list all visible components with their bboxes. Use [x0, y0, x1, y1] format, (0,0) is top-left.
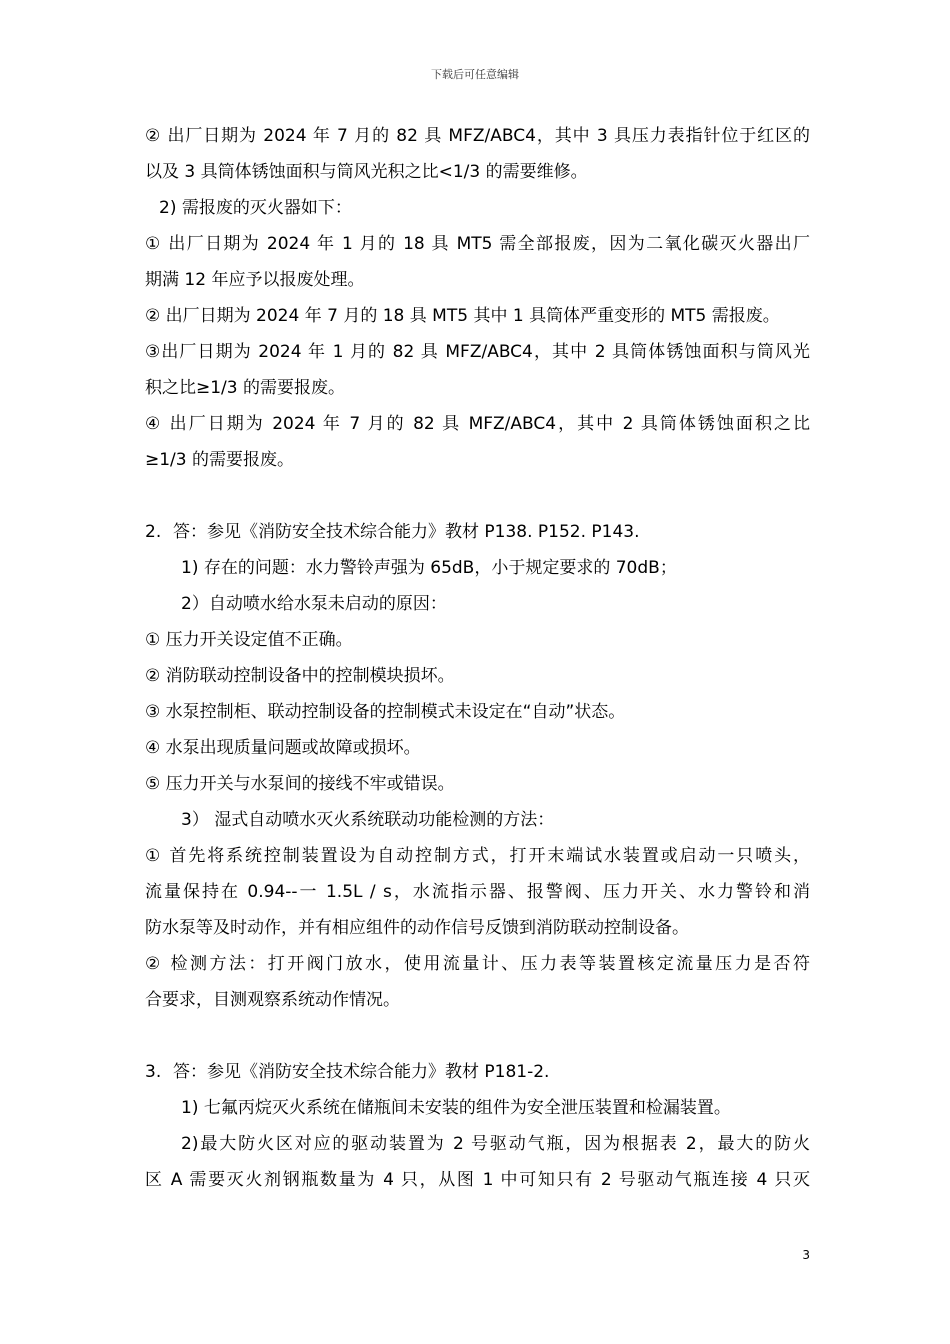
- paragraph-line: 期满 12 年应予以报废处理。: [145, 270, 365, 290]
- paragraph-line: ⑤ 压力开关与水泵间的接线不牢或错误。: [145, 774, 455, 794]
- paragraph-line: ≥1/3 的需要报废。: [145, 450, 295, 470]
- paragraph-line: 2) 需报废的灭火器如下：: [159, 198, 352, 218]
- paragraph-line: ① 出厂日期为 2024 年 1 月的 18 具 MT5 需全部报废，因为二氧化碳灭火器出厂: [145, 234, 810, 254]
- paragraph-line: 防水泵等及时动作，并有相应组件的动作信号反馈到消防联动控制设备。: [145, 918, 689, 938]
- paragraph-line: ④ 水泵出现质量问题或故障或损坏。: [145, 738, 421, 758]
- section-heading: [145, 1054, 810, 1090]
- spacer: [145, 1018, 810, 1054]
- section-number: 2.: [145, 522, 162, 542]
- paragraph-line: 2)最大防火区对应的驱动装置为 2 号驱动气瓶，因为根据表 2，最大的防火: [181, 1134, 810, 1154]
- paragraph-line: 区 A 需要灭火剂钢瓶数量为 4 只，从图 1 中可知只有 2 号驱动气瓶连接 4 只灭: [145, 1170, 810, 1190]
- section-title: 答：参见《消防安全技术综合能力》教材 P181-2.: [173, 1062, 550, 1082]
- paragraph-line: 以及 3 具筒体锈蚀面积与筒风光积之比<1/3 的需要维修。: [145, 162, 588, 182]
- paragraph-line: ② 消防联动控制设备中的控制模块损坏。: [145, 666, 455, 686]
- paragraph-line: 1) 存在的问题：水力警铃声强为 65dB，小于规定要求的 70dB；: [181, 558, 677, 578]
- page-number: 3: [802, 1248, 810, 1262]
- paragraph-line: 2）自动喷水给水泵未启动的原因：: [181, 594, 447, 614]
- paragraph-line: ② 出厂日期为 2024 年 7 月的 18 具 MT5 其中 1 具筒体严重变形的 MT5 需报废。: [145, 306, 780, 326]
- page-header: 下载后可任意编辑: [431, 68, 519, 81]
- paragraph-line: ③出厂日期为 2024 年 1 月的 82 具 MFZ/ABC4，其中 2 具筒体锈蚀面积与筒风光: [145, 342, 810, 362]
- paragraph-line: 1) 七氟丙烷灭火系统在储瓶间未安装的组件为安全泄压装置和检漏装置。: [181, 1098, 731, 1118]
- section-number: 3.: [145, 1062, 162, 1082]
- spacer: [145, 478, 810, 514]
- paragraph-line: ② 检测方法：打开阀门放水，使用流量计、压力表等装置核定流量压力是否符: [145, 954, 810, 974]
- section-title: 答：参见《消防安全技术综合能力》教材 P138. P152. P143.: [173, 522, 640, 542]
- paragraph-line: 3） 湿式自动喷水灭火系统联动功能检测的方法：: [181, 810, 555, 830]
- paragraph-line: 合要求，目测观察系统动作情况。: [145, 990, 400, 1010]
- document-body: [145, 118, 810, 1198]
- paragraph-line: ① 首先将系统控制装置设为自动控制方式，打开末端试水装置或启动一只喷头，: [145, 846, 810, 866]
- paragraph-line: ③ 水泵控制柜、联动控制设备的控制模式未设定在“自动”状态。: [145, 702, 626, 722]
- section-heading: [145, 514, 810, 550]
- paragraph-line: 流量保持在 0.94--一 1.5L / s，水流指示器、报警阀、压力开关、水力警铃和消: [145, 882, 810, 902]
- paragraph-line: ① 压力开关设定值不正确。: [145, 630, 353, 650]
- paragraph-line: 积之比≥1/3 的需要报废。: [145, 378, 346, 398]
- paragraph-line: ② 出厂日期为 2024 年 7 月的 82 具 MFZ/ABC4，其中 3 具压力表指针位于红区的: [145, 126, 810, 146]
- paragraph-line: ④ 出厂日期为 2024 年 7 月的 82 具 MFZ/ABC4，其中 2 具筒体锈蚀面积之比: [145, 414, 810, 434]
